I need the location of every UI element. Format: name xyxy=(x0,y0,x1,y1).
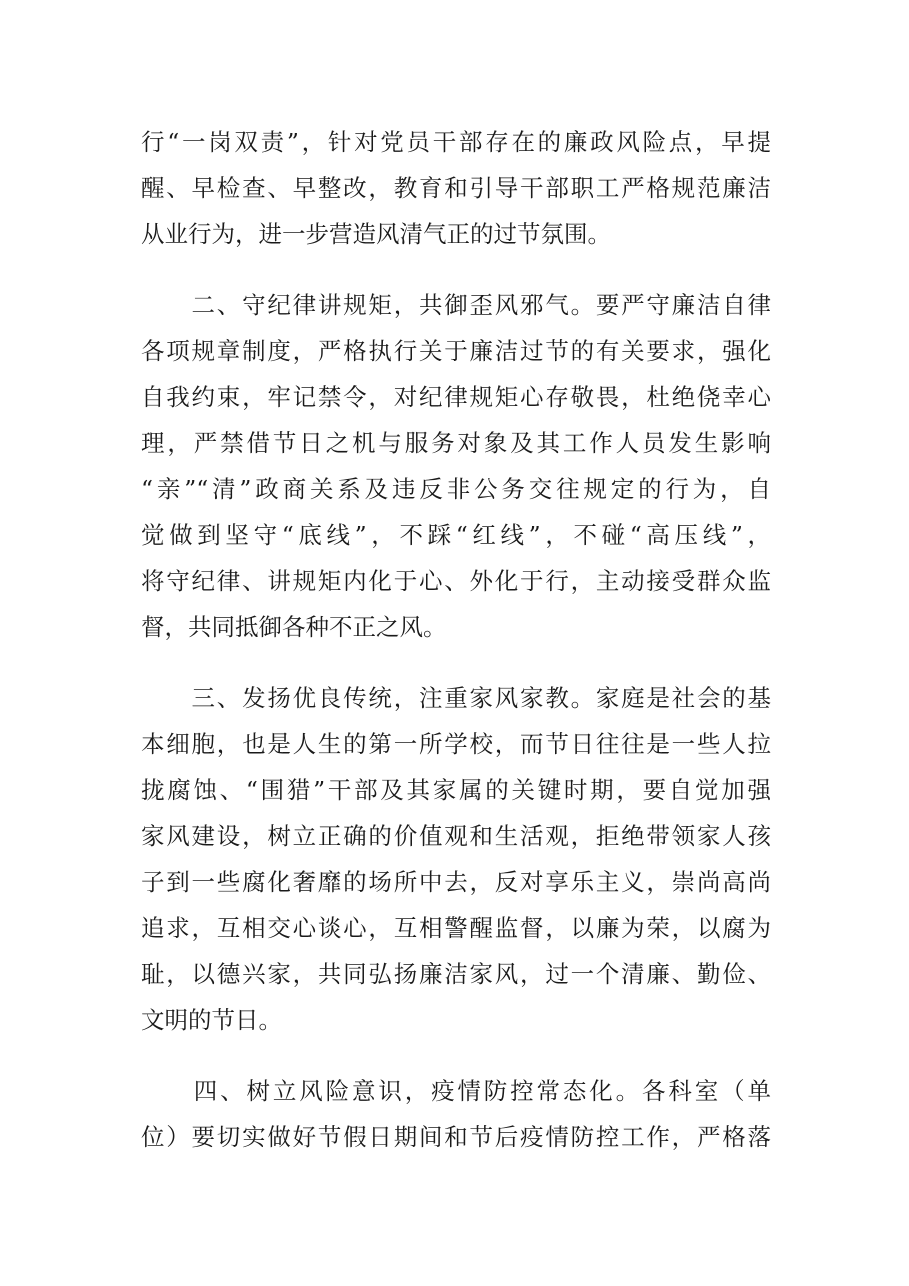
text-line: 醒、早检查、早整改，教育和引导干部职工严格规范廉洁 xyxy=(141,174,771,202)
paragraph-gap xyxy=(141,650,771,675)
document-body xyxy=(141,119,771,1160)
paragraph-gap xyxy=(141,257,771,282)
text-line: 行“一岗双责”，针对党员干部存在的廉政风险点，早提 xyxy=(141,128,771,156)
text-line: 位）要切实做好节假日期间和节后疫情防控工作，严格落 xyxy=(141,1123,771,1151)
paragraph-3 xyxy=(141,675,771,1043)
text-line: 将守纪律、讲规矩内化于心、外化于行，主动接受群众监 xyxy=(141,567,771,595)
text-line: 二、守纪律讲规矩，共御歪风邪气。要严守廉洁自律 xyxy=(141,291,771,319)
text-line: 三、发扬优良传统，注重家风家教。家庭是社会的基 xyxy=(141,684,771,712)
text-line: 觉做到坚守“底线”，不踩“红线”，不碰“高压线”， xyxy=(141,521,771,549)
paragraph-2 xyxy=(141,282,771,650)
text-line: 理，严禁借节日之机与服务对象及其工作人员发生影响 xyxy=(141,429,771,457)
paragraph-gap xyxy=(141,1043,771,1068)
text-line: 督，共同抵御各种不正之风。 xyxy=(141,613,447,641)
text-line: “亲”“清”政商关系及违反非公务交往规定的行为，自 xyxy=(141,475,771,503)
text-line: 文明的节日。 xyxy=(141,1006,282,1034)
text-line: 拢腐蚀、“围猎”干部及其家属的关键时期，要自觉加强 xyxy=(141,776,771,804)
text-line: 从业行为，进一步营造风清气正的过节氛围。 xyxy=(141,220,611,248)
text-line: 子到一些腐化奢靡的场所中去，反对享乐主义，崇尚高尚 xyxy=(141,868,771,896)
text-line: 本细胞，也是人生的第一所学校，而节日往往是一些人拉 xyxy=(141,730,771,758)
text-line: 耻，以德兴家，共同弘扬廉洁家风，过一个清廉、勤俭、 xyxy=(141,960,771,988)
paragraph-1 xyxy=(141,119,771,257)
text-line: 自我约束，牢记禁令，对纪律规矩心存敬畏，杜绝侥幸心 xyxy=(141,383,771,411)
text-line: 追求，互相交心谈心，互相警醒监督，以廉为荣，以腐为 xyxy=(141,914,771,942)
paragraph-4 xyxy=(141,1068,771,1160)
text-line: 四、树立风险意识，疫情防控常态化。各科室（单 xyxy=(141,1077,771,1105)
text-line: 家风建设，树立正确的价值观和生活观，拒绝带领家人孩 xyxy=(141,822,771,850)
text-line: 各项规章制度，严格执行关于廉洁过节的有关要求，强化 xyxy=(141,337,771,365)
